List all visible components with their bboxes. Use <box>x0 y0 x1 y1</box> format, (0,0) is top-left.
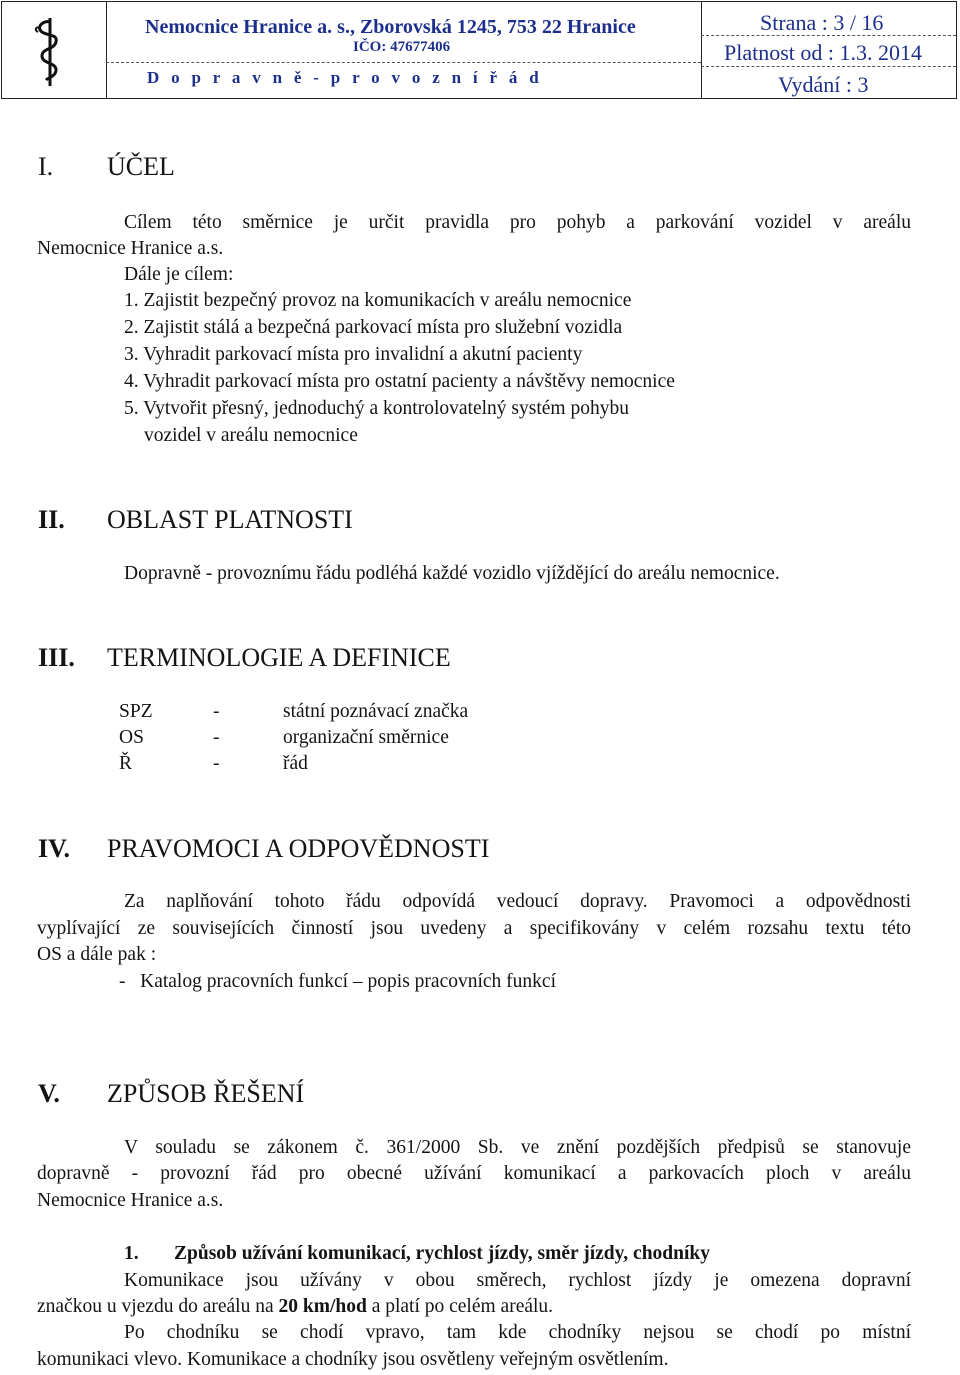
caduceus-icon <box>20 14 80 90</box>
list-item: - Katalog pracovních funkcí – popis pracovních funkcí <box>119 971 556 992</box>
speed-limit: 20 km/hod <box>278 1296 367 1317</box>
subsection-title: Způsob užívání komunikací, rychlost jízdy, směr jízdy, chodníky <box>174 1243 710 1264</box>
document-header <box>1 1 957 99</box>
paragraph-line: V souladu se zákonem č. 361/2000 Sb. ve znění pozdějších předpisů se stanovuje <box>124 1137 911 1158</box>
document-type: D o p r a v n ě - p r o v o z n í ř á d <box>147 68 543 87</box>
edition: Vydání : 3 <box>778 72 869 97</box>
header-divider <box>701 2 702 98</box>
term-definition: organizační směrnice <box>283 727 449 748</box>
section-title: PRAVOMOCI A ODPOVĚDNOSTI <box>107 834 490 863</box>
paragraph-line: Cílem této směrnice je určit pravidla pro pohyb a parkování vozidel v areálu <box>124 212 911 233</box>
text-run: značkou u vjezdu do areálu na <box>37 1296 279 1317</box>
paragraph-line: Dopravně - provoznímu řádu podléhá každé vozidlo vjíždějící do areálu nemocnice. <box>124 563 780 584</box>
paragraph-line: vyplívající ze souvisejících činností jsou uvedeny a specifikovány v celém rozsahu textu této <box>37 918 911 939</box>
list-item: 1. Zajistit bezpečný provoz na komunikacích v areálu nemocnice <box>124 290 632 311</box>
paragraph-line: Nemocnice Hranice a.s. <box>37 238 224 259</box>
list-item: 4. Vyhradit parkovací místa pro ostatní pacienty a návštěvy nemocnice <box>124 371 675 392</box>
term-abbreviation: Ř <box>119 753 133 774</box>
term-abbreviation: SPZ <box>119 701 153 722</box>
term-dash: - <box>213 701 220 722</box>
paragraph-line: OS a dále pak : <box>37 944 157 965</box>
section-number: IV. <box>38 834 71 863</box>
section-number: III. <box>38 643 75 672</box>
page-number: Strana : 3 / 16 <box>760 10 884 35</box>
term-dash: - <box>213 753 220 774</box>
section-title: ZPŮSOB ŘEŠENÍ <box>107 1079 305 1108</box>
header-dashed-line <box>701 66 956 67</box>
section-title: TERMINOLOGIE A DEFINICE <box>107 643 451 672</box>
section-title: OBLAST PLATNOSTI <box>107 505 353 534</box>
term-abbreviation: OS <box>119 727 144 748</box>
paragraph-line: Po chodníku se chodí vpravo, tam kde chodníky nejsou se chodí po místní <box>124 1322 911 1343</box>
validity-date: Platnost od : 1.3. 2014 <box>724 40 923 65</box>
text-run: a platí po celém areálu. <box>366 1296 554 1317</box>
hospital-name-address: Nemocnice Hranice a. s., Zborovská 1245, 753 22 Hranice <box>145 16 636 38</box>
paragraph-line <box>37 1296 553 1318</box>
list-item-continuation: vozidel v areálu nemocnice <box>144 425 358 446</box>
company-id: IČO: 47677406 <box>353 39 451 55</box>
term-definition: státní poznávací značka <box>283 701 469 722</box>
paragraph-line: Komunikace jsou užívány v obou směrech, rychlost jízdy je omezena dopravní <box>124 1270 911 1291</box>
list-item: 3. Vyhradit parkovací místa pro invalidní a akutní pacienty <box>124 344 583 365</box>
paragraph-line: Dále je cílem: <box>124 264 234 285</box>
paragraph-line: Nemocnice Hranice a.s. <box>37 1190 224 1211</box>
term-definition: řád <box>283 753 308 774</box>
term-dash: - <box>213 727 220 748</box>
paragraph-line: dopravně - provozní řád pro obecné užívání komunikací a parkovacích ploch v areálu <box>37 1163 911 1184</box>
section-number: V. <box>38 1079 60 1108</box>
subsection-number: 1. <box>124 1243 139 1264</box>
list-item: 2. Zajistit stálá a bezpečná parkovací místa pro služební vozidla <box>124 317 623 338</box>
section-number: II. <box>38 505 65 534</box>
list-item: 5. Vytvořit přesný, jednoduchý a kontrolovatelný systém pohybu <box>124 398 629 419</box>
section-number: I. <box>38 152 54 181</box>
header-divider <box>106 2 107 98</box>
paragraph-line: komunikaci vlevo. Komunikace a chodníky jsou osvětleny veřejným osvětlením. <box>37 1349 669 1370</box>
header-dashed-line <box>106 62 701 63</box>
paragraph-line: Za naplňování tohoto řádu odpovídá vedoucí dopravy. Pravomoci a odpovědnosti <box>124 891 911 912</box>
section-title: ÚČEL <box>107 152 175 181</box>
